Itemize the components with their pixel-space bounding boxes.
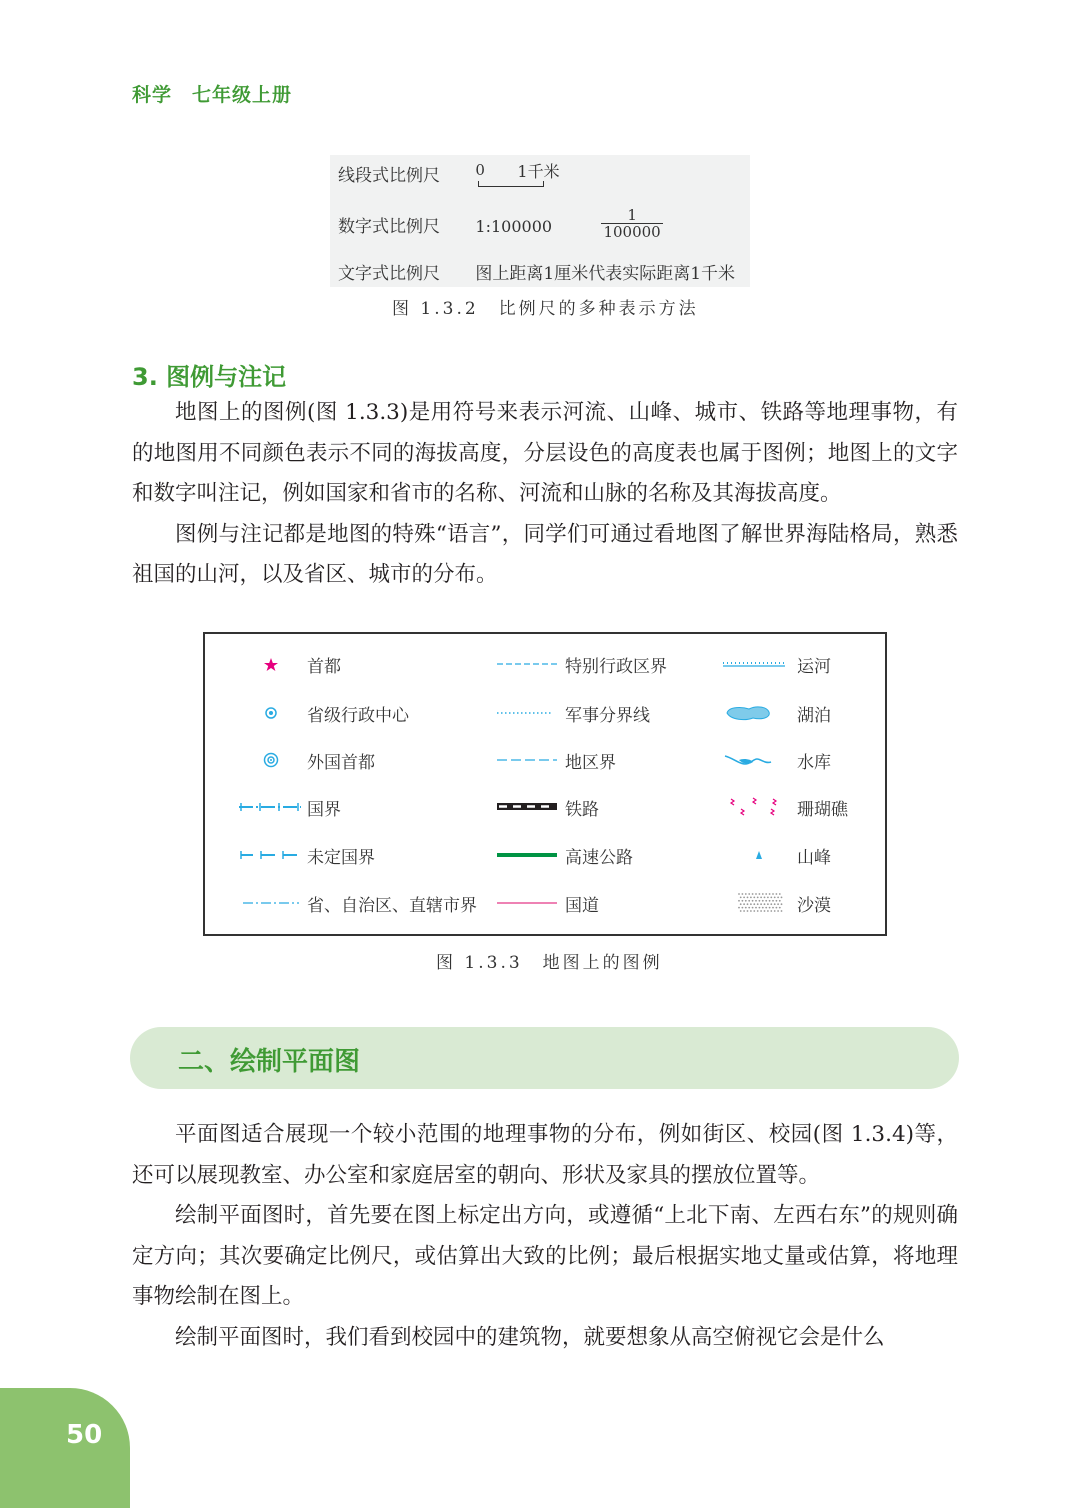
desert-dot <box>757 897 759 899</box>
desert-dot <box>764 897 766 899</box>
desert-dot <box>769 893 771 895</box>
desert-dot <box>759 893 761 895</box>
desert-dot <box>743 910 745 912</box>
desert-dot <box>762 893 764 895</box>
desert-dot <box>767 903 769 905</box>
reservoir-icon <box>721 750 797 770</box>
desert-dot <box>738 900 740 902</box>
capital-star-icon <box>235 654 307 674</box>
line-scale-label: 线段式比例尺 <box>338 166 440 186</box>
desert-dot <box>745 907 747 909</box>
desert-dot <box>765 907 767 909</box>
desert-dot <box>776 893 778 895</box>
desert-dot <box>777 903 779 905</box>
undetermined-border-icon <box>239 845 307 865</box>
desert-dot <box>747 903 749 905</box>
provincial-border-icon <box>243 893 307 913</box>
military-line-icon <box>497 703 565 723</box>
legend-item <box>721 649 831 679</box>
desert-dot <box>745 893 747 895</box>
line-scale-zero: 0 <box>475 160 485 179</box>
legend-item <box>239 792 341 822</box>
numeric-scale-ratio: 1:100000 <box>475 217 553 236</box>
desert-dot <box>748 893 750 895</box>
regional-border-icon <box>497 750 565 770</box>
legend-label: 外国首都 <box>307 752 375 773</box>
desert-dot <box>777 897 779 899</box>
provincial-center-icon <box>235 703 307 723</box>
legend-item <box>497 888 599 918</box>
desert-dot <box>753 910 755 912</box>
book-header: 科学 七年级上册 <box>132 84 293 106</box>
desert-dot <box>747 897 749 899</box>
text-scale-value: 图上距离1厘米代表实际距离1千米 <box>475 264 736 284</box>
line-scale-ruler <box>478 181 544 187</box>
desert-dot <box>750 903 752 905</box>
peak-icon <box>721 845 797 865</box>
numeric-scale-fraction <box>601 207 662 240</box>
national-road-icon <box>497 893 565 913</box>
legend-item <box>235 745 375 775</box>
desert-dot <box>770 897 772 899</box>
desert-dot <box>750 910 752 912</box>
section2-body <box>132 1115 958 1358</box>
paragraph: 平面图适合展现一个较小范围的地理事物的分布，例如街区、校园(图 1.3.4)等，还可以展现教室、办公室和家庭居室的朝向、形状及家具的摆放位置等。 <box>132 1122 958 1188</box>
legend-label: 铁路 <box>565 799 599 820</box>
legend-item <box>721 698 831 728</box>
figure-caption-scale: 图 1.3.2 比例尺的多种表示方法 <box>392 299 699 319</box>
desert-dot <box>752 893 754 895</box>
legend-label: 珊瑚礁 <box>797 799 848 820</box>
desert-dot <box>772 900 774 902</box>
desert-dot <box>743 897 745 899</box>
legend-item <box>497 792 599 822</box>
desert-dot <box>762 900 764 902</box>
desert-dot <box>760 910 762 912</box>
fraction-denominator: 100000 <box>603 223 661 241</box>
legend-item <box>721 745 831 775</box>
desert-dot <box>772 893 774 895</box>
desert-dot <box>752 900 754 902</box>
desert-dot <box>740 910 742 912</box>
desert-dot <box>740 897 742 899</box>
legend-label: 地区界 <box>565 752 616 773</box>
desert-dot <box>779 907 781 909</box>
legend-label: 运河 <box>797 656 831 677</box>
desert-dot <box>742 907 744 909</box>
legend-label: 水库 <box>797 752 831 773</box>
desert-dot <box>753 903 755 905</box>
legend-label: 沙漠 <box>797 895 831 916</box>
desert-dot <box>752 907 754 909</box>
desert-dot <box>765 893 767 895</box>
section3-body <box>132 393 958 596</box>
desert-dot <box>779 893 781 895</box>
desert-dot <box>764 903 766 905</box>
desert-dot <box>755 893 757 895</box>
legend-item <box>239 840 375 870</box>
figure-caption-legend: 图 1.3.3 地图上的图例 <box>436 953 663 973</box>
desert-dot <box>748 900 750 902</box>
desert-dot <box>769 907 771 909</box>
desert-dot <box>781 910 783 912</box>
desert-dot <box>774 910 776 912</box>
legend-label: 湖泊 <box>797 705 831 726</box>
desert-dot <box>776 900 778 902</box>
fraction-numerator: 1 <box>627 206 637 224</box>
desert-dot <box>740 903 742 905</box>
desert-dot <box>753 897 755 899</box>
text-scale-row <box>338 259 735 284</box>
desert-dot <box>770 903 772 905</box>
desert-dot <box>774 897 776 899</box>
legend-item <box>497 698 650 728</box>
desert-dot <box>750 897 752 899</box>
page-number-tab <box>0 1388 130 1508</box>
desert-dot <box>767 910 769 912</box>
desert-dot <box>759 900 761 902</box>
legend-item <box>235 649 341 679</box>
paragraph: 地图上的图例(图 1.3.3)是用符号来表示河流、山峰、城市、铁路等地理事物，有的地图用不同颜色表示不同的海拔高度，分层设色的高度表也属于图例；地图上的文字和数字叫注记，例如国家和省市的名称、河流和山脉的名称及其海拔高度。 <box>132 400 958 506</box>
desert-dot <box>765 900 767 902</box>
legend-label: 省、自治区、直辖市界 <box>307 895 477 916</box>
desert-dot <box>777 910 779 912</box>
desert-dot <box>743 903 745 905</box>
desert-dot <box>772 907 774 909</box>
line-scale-value: 1千米 <box>517 161 560 181</box>
desert-dot <box>759 907 761 909</box>
foreign-capital-icon <box>235 750 307 770</box>
desert-icon <box>721 890 797 916</box>
legend-item <box>497 840 633 870</box>
desert-dot <box>774 903 776 905</box>
legend-label: 省级行政中心 <box>307 705 409 726</box>
coral-reef-icon <box>721 797 797 817</box>
section-banner <box>130 1027 959 1089</box>
desert-dot <box>760 897 762 899</box>
desert-dot <box>762 907 764 909</box>
desert-dot <box>770 910 772 912</box>
expressway-icon <box>497 845 565 865</box>
paragraph: 图例与注记都是地图的特殊“语言”，同学们可通过看地图了解世界海陆格局，熟悉祖国的山河，以及省区、城市的分布。 <box>132 521 958 587</box>
text-scale-label: 文字式比例尺 <box>338 264 440 284</box>
legend-item <box>721 840 831 870</box>
sar-border-icon <box>497 654 565 674</box>
desert-dot <box>748 907 750 909</box>
lake-icon <box>721 703 797 723</box>
legend-item <box>721 888 831 918</box>
numeric-scale-label: 数字式比例尺 <box>338 217 440 237</box>
desert-dot <box>738 893 740 895</box>
line-scale-bar <box>475 160 575 187</box>
legend-label: 首都 <box>307 656 341 677</box>
desert-dot <box>745 900 747 902</box>
legend-label: 军事分界线 <box>565 705 650 726</box>
desert-dot <box>742 893 744 895</box>
legend-label: 国界 <box>307 799 341 820</box>
legend-item <box>243 888 477 918</box>
legend-label: 特别行政区界 <box>565 656 667 677</box>
legend-item <box>235 698 409 728</box>
desert-dot <box>738 907 740 909</box>
desert-dot <box>764 910 766 912</box>
desert-dot <box>779 900 781 902</box>
numeric-scale-row <box>338 206 663 244</box>
desert-dot <box>742 900 744 902</box>
line-scale-row <box>338 161 575 187</box>
canal-icon <box>721 654 797 674</box>
legend-item <box>497 745 616 775</box>
legend-item <box>497 649 667 679</box>
desert-dot <box>757 910 759 912</box>
section-heading-legend: 3. 图例与注记 <box>132 363 287 391</box>
paragraph: 绘制平面图时，首先要在图上标定出方向，或遵循“上北下南、左西右东”的规则确定方向；其次要确定比例尺，或估算出大致的比例；最后根据实地丈量或估算，将地理事物绘制在图上。 <box>132 1203 958 1309</box>
scale-figure <box>330 155 750 287</box>
railway-icon <box>497 797 565 817</box>
legend-label: 国道 <box>565 895 599 916</box>
desert-dot <box>776 907 778 909</box>
desert-dot <box>760 903 762 905</box>
legend-label: 山峰 <box>797 847 831 868</box>
paragraph: 绘制平面图时，我们看到校园中的建筑物，就要想象从高空俯视它会是什么 <box>175 1324 885 1350</box>
desert-dot <box>755 900 757 902</box>
national-border-icon <box>239 797 307 817</box>
section-banner-title: 二、绘制平面图 <box>178 1047 361 1077</box>
legend-label: 未定国界 <box>307 847 375 868</box>
desert-dot <box>747 910 749 912</box>
desert-dot <box>767 897 769 899</box>
legend-item <box>721 792 848 822</box>
desert-dot <box>755 907 757 909</box>
desert-dot <box>781 897 783 899</box>
desert-dot <box>757 903 759 905</box>
legend-label: 高速公路 <box>565 847 633 868</box>
desert-dot <box>769 900 771 902</box>
desert-dot <box>781 903 783 905</box>
map-legend-box <box>203 632 887 936</box>
page-number: 50 <box>66 1420 103 1450</box>
